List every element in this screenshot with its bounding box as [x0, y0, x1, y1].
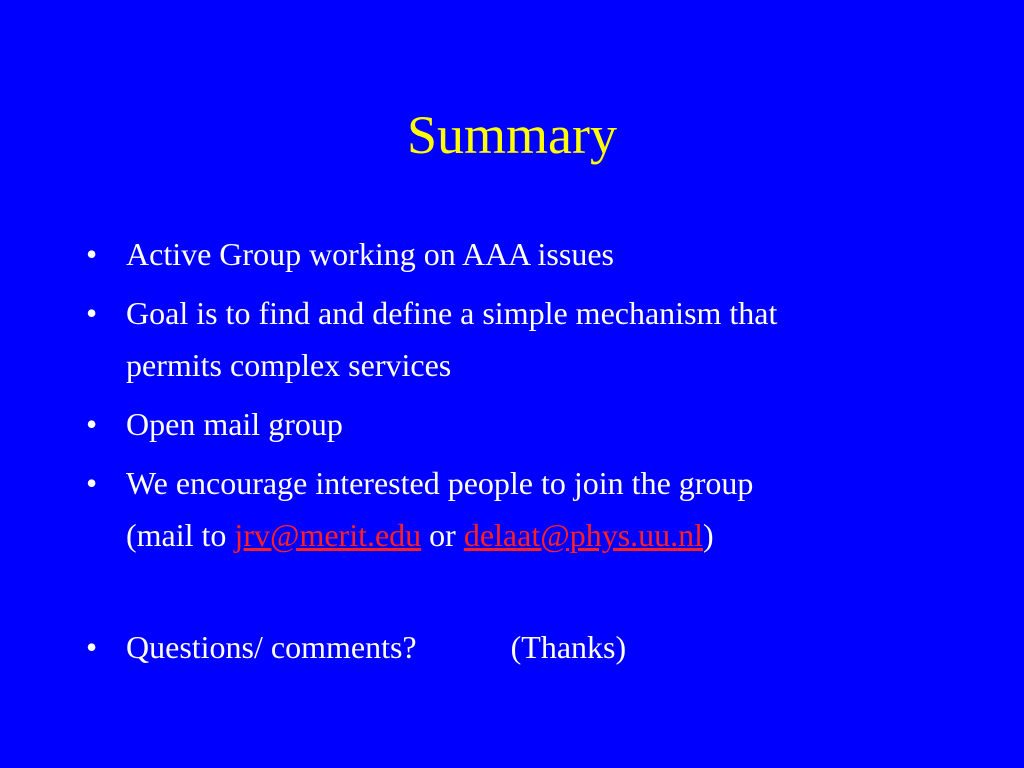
- bullet-icon: •: [86, 465, 98, 501]
- bullet-text-line-1: Goal is to find and define a simple mechanism that: [126, 295, 778, 331]
- bullet-item-active-group: [86, 228, 966, 280]
- mail-prefix-text: (mail to: [126, 517, 235, 553]
- bullet-item-questions: [86, 621, 966, 673]
- bullet-text-line-2: permits complex services: [126, 347, 452, 383]
- thanks-text: (Thanks): [510, 629, 627, 665]
- mail-suffix-text: ): [703, 517, 714, 553]
- bullet-item-goal: [86, 287, 966, 391]
- bullet-icon: •: [86, 406, 98, 442]
- bullet-text-line-1: We encourage interested people to join the group: [126, 465, 754, 501]
- email-link-delaat[interactable]: delaat@phys.uu.nl: [463, 517, 704, 553]
- questions-text: Questions/ comments?: [126, 629, 417, 665]
- mail-or-text: or: [421, 517, 464, 553]
- bullet-text: Active Group working on AAA issues: [126, 236, 614, 272]
- bullet-text: [126, 621, 966, 673]
- slide-title: Summary: [407, 105, 617, 165]
- bullet-icon: •: [86, 236, 98, 272]
- bullet-list: [86, 228, 966, 680]
- bullet-item-open-mail-group: [86, 398, 966, 450]
- bullet-icon: •: [86, 295, 98, 331]
- bullet-text: Open mail group: [126, 406, 343, 442]
- email-link-jrv[interactable]: jrv@merit.edu: [234, 517, 422, 553]
- bullet-item-encourage: [86, 457, 966, 561]
- bullet-text-line-2: [126, 509, 966, 561]
- bullet-icon: •: [86, 629, 98, 665]
